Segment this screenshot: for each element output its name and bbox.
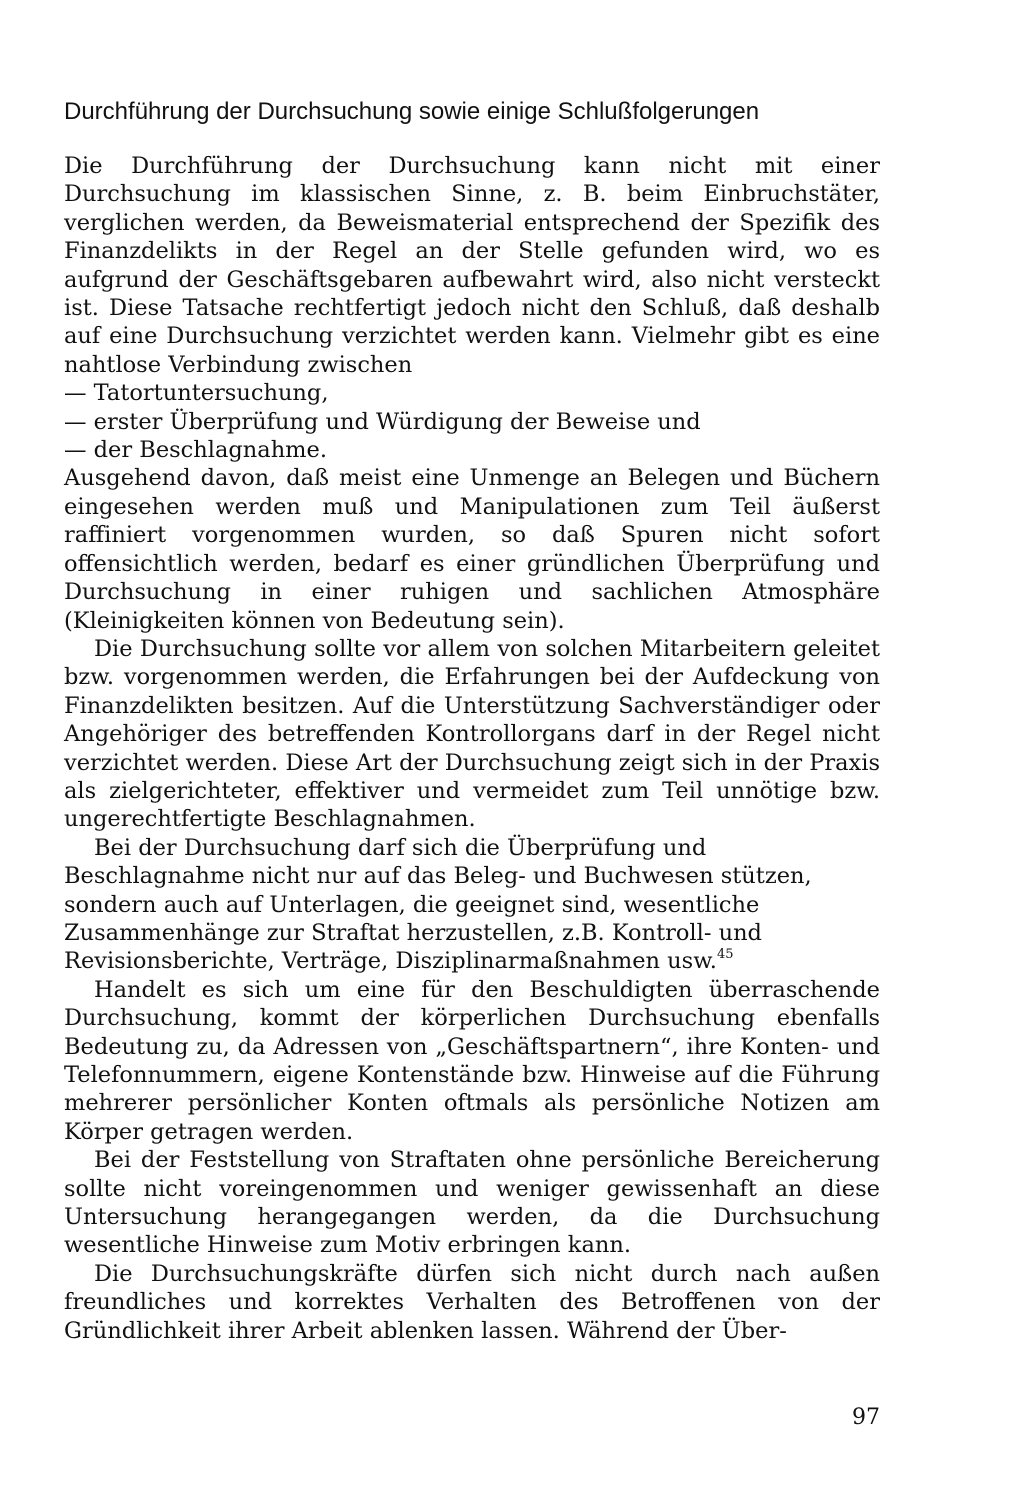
paragraph-personnel: Die Durchsuchung sollte vor allem von solchen Mitarbeitern geleitet bzw. vorgenommen werden, die Erfahrungen bei der Aufdeckung von Finanzdelikten besitzen. Auf die Unterstützung Sachverständiger oder Angehöriger des betreffenden Kontrollorgans darf in der Regel nicht verzichtet werden. Diese Art der Durchsuchung zeigt sich in der Praxis als zielgerichteter, effektiver und vermeidet zum Teil unnötige bzw. ungerechtfertigte Beschlagnahmen.: [64, 635, 880, 833]
paragraph-seizure-scope-text: Bei der Durchsuchung darf sich die Überprüfung und Beschlagnahme nicht nur auf das Beleg- und Buchwesen stützen, sondern auch auf Unterlagen, die geeignet sind, wesentliche Zusammenhänge zur Straftat herzustellen, z.B. Kontroll- und Revisionsberichte, Verträge, Disziplinarmaßnahmen usw.: [64, 834, 812, 975]
dash-marker: —: [64, 380, 87, 407]
section-heading: Durchführung der Durchsuchung sowie einige Schlußfolgerungen: [64, 98, 760, 125]
body-text: [64, 152, 880, 1345]
paragraph-searching-conditions: Ausgehend davon, daß meist eine Unmenge an Belegen und Büchern eingesehen werden muß und Manipulationen zum Teil äußerst raffiniert vorgenommen wurden, so daß Spuren nicht sofort offensichtlich werden, bedarf es einer gründlichen Überprüfung und Durchsuchung in einer ruhigen und sachlichen Atmosphäre (Kleinigkeiten können von Bedeutung sein).: [64, 465, 880, 634]
paragraph-body-search: Handelt es sich um eine für den Beschuldigten überraschende Durchsuchung, kommt der körperlichen Durchsuchung ebenfalls Bedeutung zu, da Adressen von „Geschäftspartnern“, ihre Konten- und Telefonnummern, eigene Kontenstände bzw. Hinweise auf die Führung mehrerer persönlicher Konten oftmals als persönliche Notizen am Körper getragen werden.: [64, 976, 880, 1145]
intro-paragraph: Die Durchführung der Durchsuchung kann nicht mit einer Durchsuchung im klassischen Sinne, z. B. beim Einbruchstäter, verglichen werden, da Beweismaterial entsprechend der Spezifik des Finanzdelikts in der Regel an der Stelle gefunden wird, wo es aufgrund der Geschäftsgebaren aufbewahrt wird, also nicht versteckt ist. Diese Tatsache rechtfertigt jedoch nicht den Schluß, daß deshalb auf eine Durchsuchung verzichtet werden kann. Vielmehr gibt es eine nahtlose Verbindung zwischen: [64, 153, 880, 378]
dash-list: [64, 379, 880, 464]
page-number: 97: [852, 1405, 880, 1430]
dash-marker: —: [64, 437, 87, 464]
paragraph-search-forces: Die Durchsuchungskräfte dürfen sich nicht durch nach außen freundliches und korrektes Verhalten des Betroffenen von der Gründlichkeit ihrer Arbeit ablenken lassen. Während der Über-: [64, 1260, 880, 1344]
list-item: [64, 408, 880, 436]
list-item-text: Tatortuntersuchung,: [93, 380, 329, 407]
footnote-reference: 45: [716, 947, 734, 963]
paragraph-seizure-scope: [64, 834, 880, 976]
list-item: [64, 379, 880, 407]
paragraph-no-enrichment: Bei der Feststellung von Straftaten ohne persönliche Bereicherung sollte nicht voreingenommen und weniger gewissenhaft an diese Untersuchung herangegangen werden, da die Durchsuchung wesentliche Hinweise zum Motiv erbringen kann.: [64, 1147, 880, 1259]
list-item-text: erster Überprüfung und Würdigung der Beweise und: [93, 408, 701, 435]
dash-marker: —: [64, 408, 87, 435]
list-item-text: der Beschlagnahme.: [93, 437, 327, 464]
list-item: [64, 436, 880, 464]
